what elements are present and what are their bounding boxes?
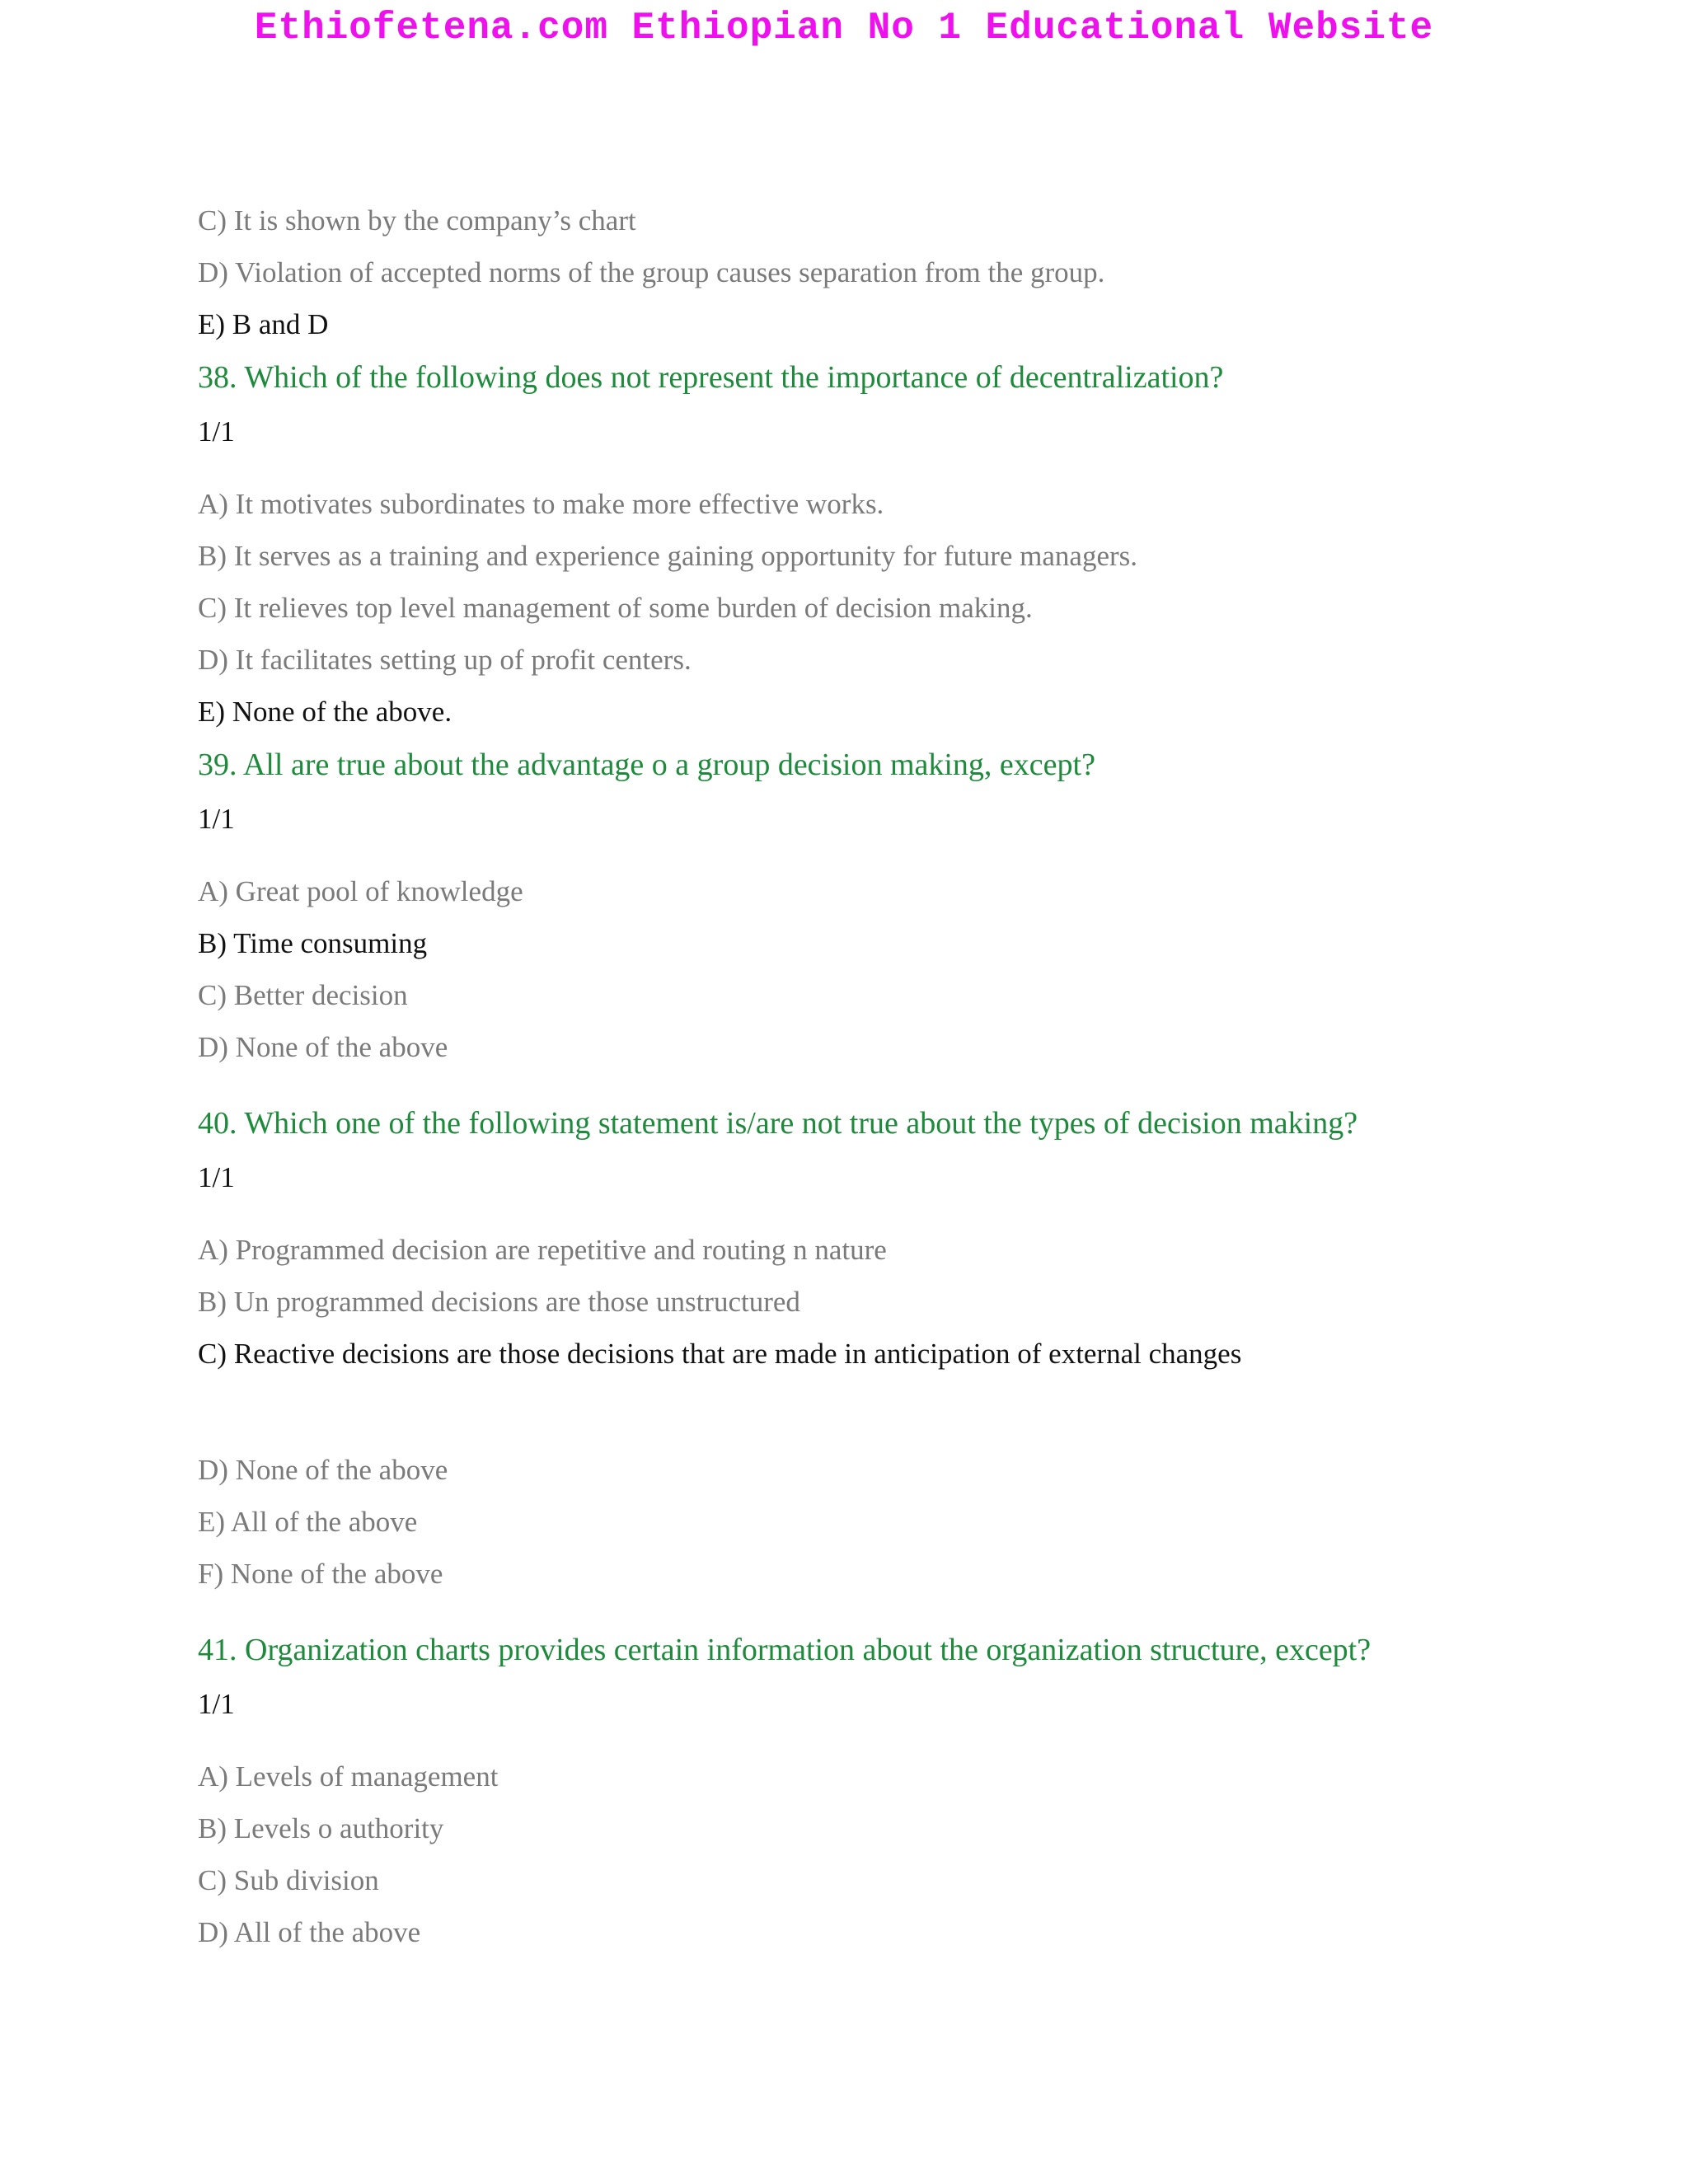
question-38-title: 38. Which of the following does not represent the importance of decentralization? — [198, 360, 1224, 395]
option-40-a: A) Programmed decision are repetitive and routing n nature — [198, 1234, 887, 1266]
option-39-c: C) Better decision — [198, 979, 408, 1011]
option-41-a: A) Levels of management — [198, 1760, 499, 1793]
question-41-score: 1/1 — [198, 1688, 235, 1720]
option-41-b: B) Levels o authority — [198, 1812, 444, 1844]
question-38-score: 1/1 — [198, 415, 235, 448]
option-39-d: D) None of the above — [198, 1031, 448, 1063]
question-40-title: 40. Which one of the following statement is/are not true about the types of decision making? — [198, 1106, 1358, 1141]
question-40-score: 1/1 — [198, 1161, 235, 1193]
option-37-d: D) Violation of accepted norms of the group causes separation from the group. — [198, 256, 1105, 288]
option-37-c: C) It is shown by the company’s chart — [198, 204, 636, 237]
option-39-b-selected: B) Time consuming — [198, 927, 428, 959]
option-40-d: D) None of the above — [198, 1454, 448, 1486]
option-40-e: E) All of the above — [198, 1506, 418, 1538]
option-41-d: D) All of the above — [198, 1916, 421, 1948]
quiz-content — [198, 194, 1615, 1958]
option-38-b: B) It serves as a training and experience gaining opportunity for future managers. — [198, 540, 1138, 572]
option-41-c: C) Sub division — [198, 1864, 379, 1896]
option-40-b: B) Un programmed decisions are those unstructured — [198, 1286, 800, 1318]
option-38-a: A) It motivates subordinates to make more effective works. — [198, 488, 884, 520]
question-39-score: 1/1 — [198, 803, 235, 835]
option-38-e-selected: E) None of the above. — [198, 696, 452, 728]
question-39-title: 39. All are true about the advantage o a group decision making, except? — [198, 748, 1095, 782]
option-37-e-selected: E) B and D — [198, 308, 329, 340]
option-40-f: F) None of the above — [198, 1558, 443, 1590]
option-38-c: C) It relieves top level management of some burden of decision making. — [198, 592, 1033, 624]
option-40-c-selected: C) Reactive decisions are those decisions that are made in anticipation of external changes — [198, 1338, 1242, 1370]
question-41-title: 41. Organization charts provides certain information about the organization structure, except? — [198, 1633, 1372, 1667]
option-38-d: D) It facilitates setting up of profit centers. — [198, 644, 692, 676]
site-banner: Ethiofetena.com Ethiopian No 1 Educational Website — [254, 7, 1434, 49]
option-39-a: A) Great pool of knowledge — [198, 875, 523, 907]
